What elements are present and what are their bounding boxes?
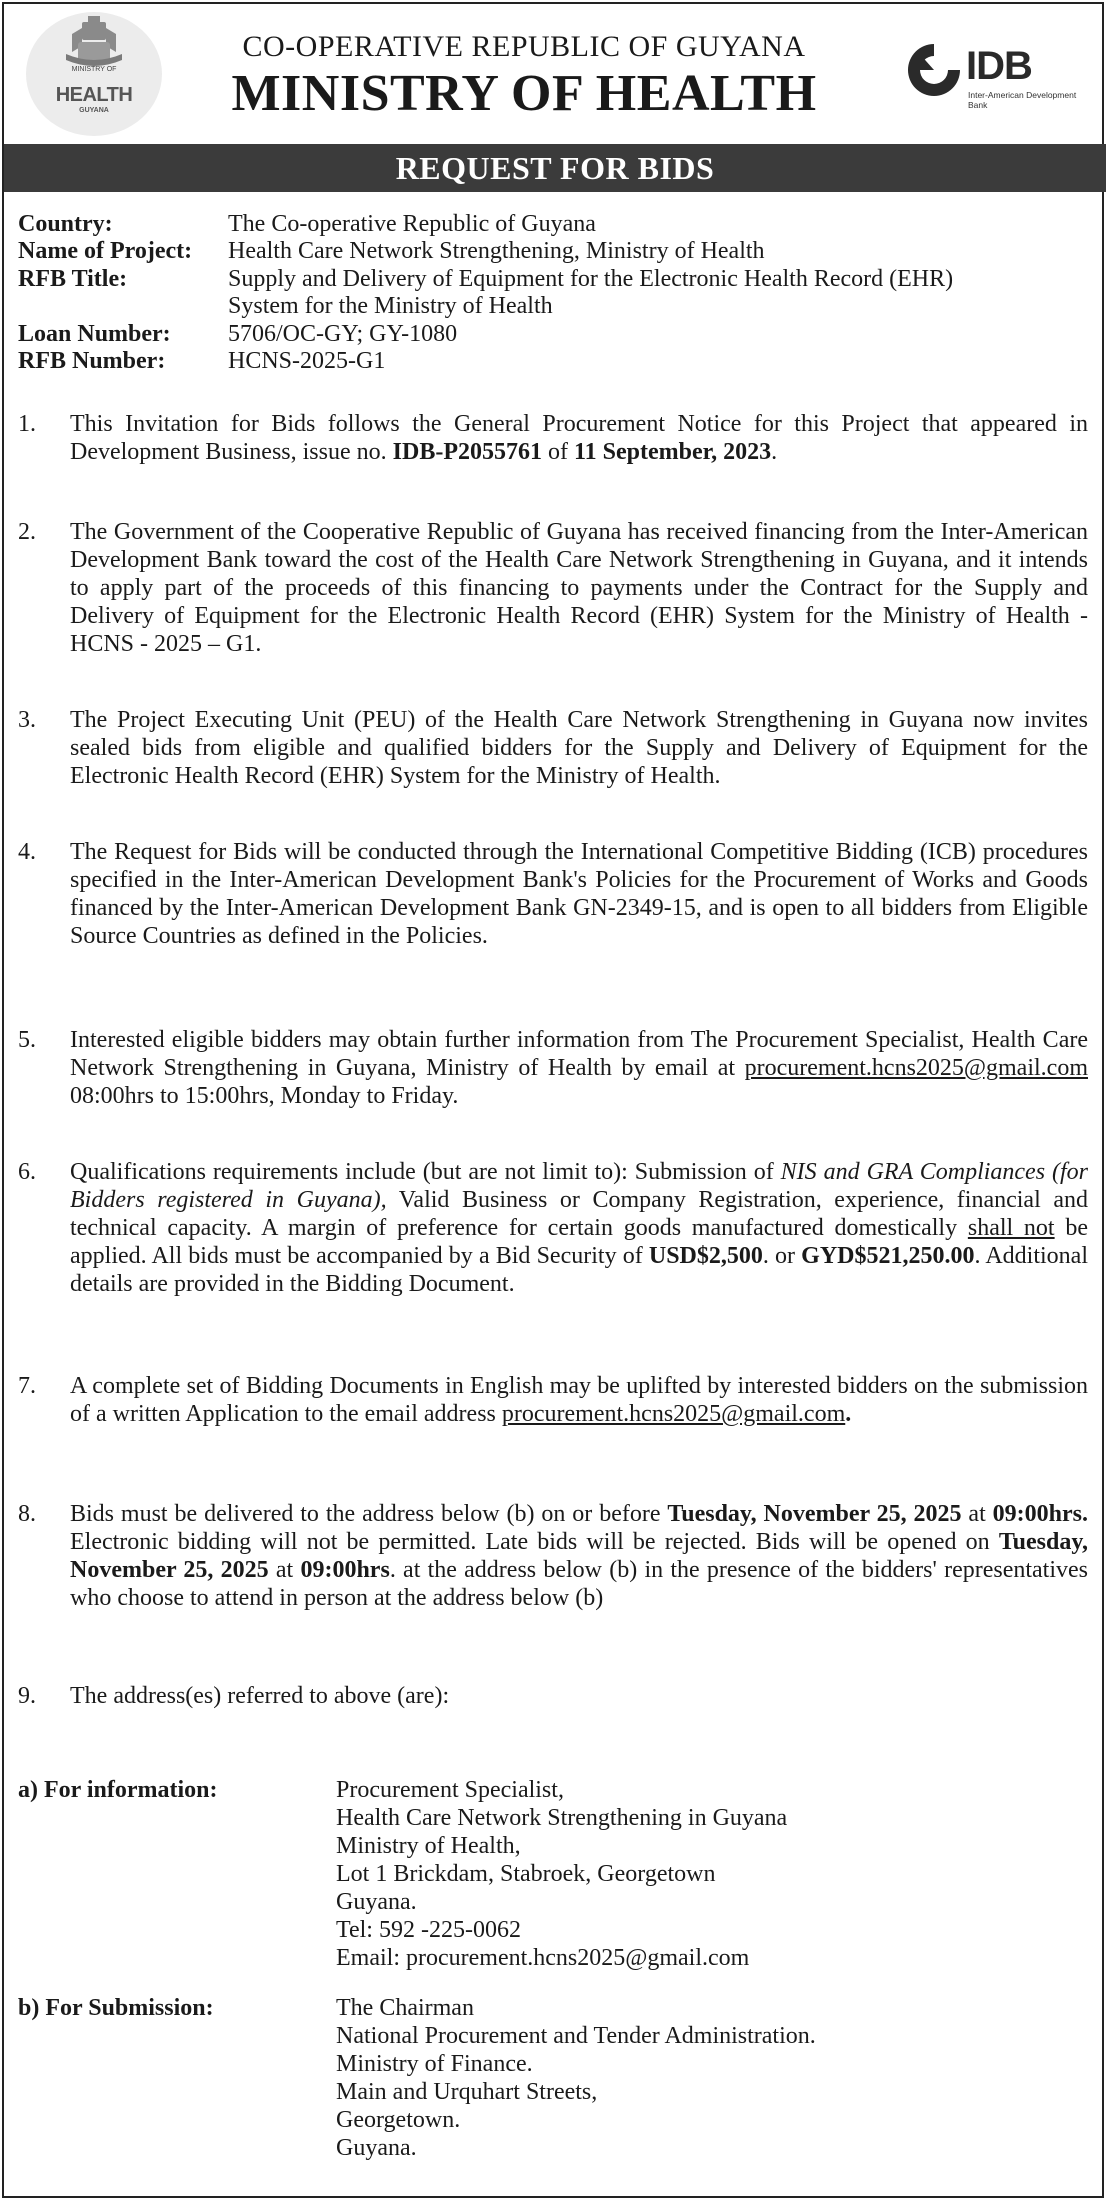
header-country: CO-OPERATIVE REPUBLIC OF GUYANA (242, 30, 806, 63)
address-a-block (336, 1776, 1096, 1972)
paragraph-6-number: 6. (18, 1159, 36, 1185)
address-b-block (336, 1994, 1096, 2162)
address-line: Lot 1 Brickdam, Stabroek, Georgetown (336, 1861, 716, 1887)
paragraph-6: Qualifications requirements include (but are not limit to): Submission of NIS and GRA Compliances (for Bidders registered in Guyana), Valid Business or Company Registration, experience, financial and technical capacity. A margin of preference for certain goods manufactured domestically shall not be applied. All bids must be accompanied by a Bid Security of USD$2,500. or GYD$521,250.00. Additional details are provided in the Bidding Document. (70, 1159, 1089, 1297)
address-line: The Chairman (336, 1995, 474, 2021)
address-line: Guyana. (336, 1889, 417, 1915)
paragraph-5-number: 5. (18, 1027, 36, 1053)
address-line: Tel: 592 -225-0062 (336, 1917, 521, 1943)
address-line: Health Care Network Strengthening in Guyana (336, 1805, 788, 1831)
country-label: Country: (18, 211, 113, 237)
address-line: Ministry of Health, (336, 1833, 521, 1859)
paragraph-8-number: 8. (18, 1501, 36, 1527)
idb-full-name: Inter-American Development Bank (968, 90, 1077, 110)
procurement-email-link[interactable]: procurement.hcns2025@gmail.com (744, 1055, 1088, 1081)
idb-logo (904, 40, 1094, 120)
idb-wordmark: IDB (966, 44, 1032, 88)
rfb-title-value-line1: Supply and Delivery of Equipment for the Electronic Health Record (EHR) (228, 266, 954, 292)
address-line: Ministry of Finance. (336, 2051, 533, 2077)
address-line: Email: procurement.hcns2025@gmail.com (336, 1945, 750, 1971)
seal-top-text: MINISTRY OF (71, 66, 117, 73)
project-value: Health Care Network Strengthening, Ministry of Health (228, 238, 765, 264)
loan-number-label: Loan Number: (18, 321, 171, 347)
paragraph-9: The address(es) referred to above (are): (70, 1683, 450, 1709)
header-ministry: MINISTRY OF HEALTH (231, 65, 817, 122)
paragraph-9-number: 9. (18, 1683, 36, 1709)
loan-number-value: 5706/OC-GY; GY-1080 (228, 321, 458, 347)
project-label: Name of Project: (18, 238, 193, 264)
header (4, 4, 1106, 138)
idb-swirl-icon (904, 40, 964, 100)
request-for-bids-banner: REQUEST FOR BIDS (4, 144, 1106, 192)
paragraph-3: The Project Executing Unit (PEU) of the Health Care Network Strengthening in Guyana now invites sealed bids from eligible and qualified bidders for the Supply and Delivery of Equipment for the Electronic Health Record (EHR) System for the Ministry of Health. (70, 707, 1088, 789)
address-line: Georgetown. (336, 2107, 461, 2133)
notice-frame (2, 2, 1104, 2198)
paragraph-7: A complete set of Bidding Documents in English may be uplifted by interested bidders on the submission of a written Application to the email address procurement.hcns2025@gmail.com. (70, 1373, 1088, 1427)
paragraph-7-number: 7. (18, 1373, 36, 1399)
rfb-number-value: HCNS-2025-G1 (228, 348, 386, 374)
rfb-title-label: RFB Title: (18, 266, 128, 292)
seal-health-text: HEALTH (55, 84, 133, 106)
bidding-documents-email-link[interactable]: procurement.hcns2025@gmail.com (501, 1401, 846, 1427)
paragraph-1-number: 1. (18, 411, 36, 437)
address-line: National Procurement and Tender Administration. (336, 2023, 816, 2049)
paragraph-1: This Invitation for Bids follows the General Procurement Notice for this Project that appeared in Development Business, issue no. IDB-P2055761 of 11 September, 2023. (70, 411, 1088, 465)
address-line: Procurement Specialist, (336, 1777, 564, 1803)
paragraph-5: Interested eligible bidders may obtain further information from The Procurement Specialist, Health Care Network Strengthening in Guyana, Ministry of Health by email at procurement.hcns2025@gmail.com 08:00hrs to 15:00hrs, Monday to Friday. (70, 1027, 1088, 1109)
paragraph-3-number: 3. (18, 707, 36, 733)
ministry-of-health-seal-logo (26, 12, 162, 136)
country-value: The Co-operative Republic of Guyana (228, 211, 596, 237)
address-b-label: b) For Submission: (18, 1995, 214, 2021)
paragraph-2: The Government of the Cooperative Republic of Guyana has received financing from the Inter-American Development Bank toward the cost of the Health Care Network Strengthening in Guyana, and it intends to apply part of the proceeds of this financing to payments under the Contract for the Supply and Delivery of Equipment for the Electronic Health Record (EHR) System for the Ministry of Health - HCNS - 2025 – G1. (70, 519, 1088, 657)
rfb-title-value-line2: System for the Ministry of Health (228, 293, 553, 319)
address-a-label: a) For information: (18, 1777, 218, 1803)
paragraph-8: Bids must be delivered to the address below (b) on or before Tuesday, November 25, 2025 at 09:00hrs. Electronic bidding will not be permitted. Late bids will be rejected. Bids will be opened on Tuesday, November 25, 2025 at 09:00hrs. at the address below (b) in the presence of the bidders' representatives who choose to attend in person at the address below (b) (70, 1501, 1089, 1611)
paragraph-4-number: 4. (18, 839, 36, 865)
paragraph-2-number: 2. (18, 519, 36, 545)
paragraph-4: The Request for Bids will be conducted through the International Competitive Bidding (ICB) procedures specified in the Inter-American Development Bank's Policies for the Procurement of Works and Goods financed by the Inter-American Development Bank GN-2349-15, and is open to all bidders from Eligible Source Countries as defined in the Policies. (70, 839, 1088, 949)
address-line: Main and Urquhart Streets, (336, 2079, 598, 2105)
address-line: Guyana. (336, 2135, 417, 2161)
rfb-number-label: RFB Number: (18, 348, 166, 374)
seal-country-text: GUYANA (79, 107, 109, 114)
